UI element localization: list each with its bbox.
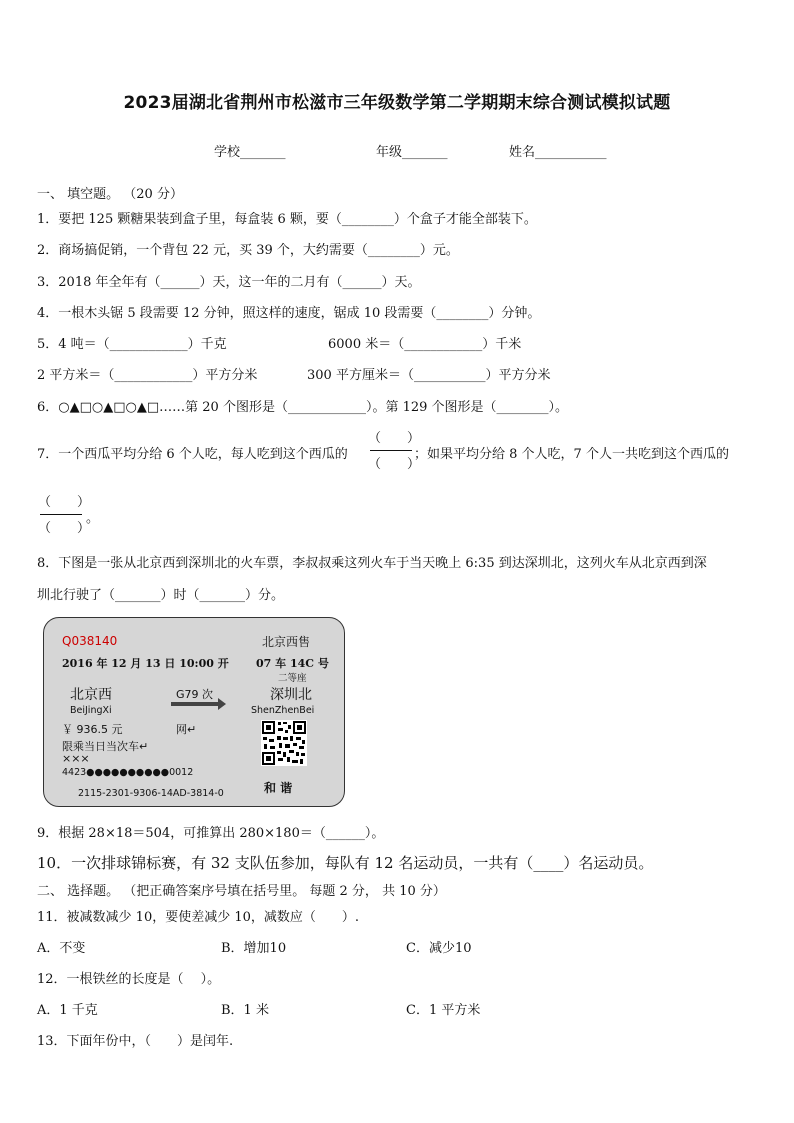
question-4: 4．一根木头锯 5 段需要 12 分钟，照这样的速度，锯成 10 段需要（________）分钟。 — [37, 306, 541, 321]
ticket-datetime: 2016 年 12 月 13 日 10:00 开 — [62, 657, 229, 670]
question-2: 2．商场搞促销，一个背包 22 元，买 39 个，大约需要（________）元。 — [37, 243, 459, 258]
ticket-id: 4423●●●●●●●●●●0012 — [62, 767, 194, 778]
ticket-to-pinyin: ShenZhenBei — [251, 705, 315, 716]
ticket-slogan: 和 谐 — [264, 781, 293, 795]
question-9: 9．根据 28×18＝504，可推算出 280×180＝（______）。 — [37, 826, 385, 841]
question-12: 12．一根铁丝的长度是（ ）。 — [37, 972, 221, 987]
grade-field: 年级_______ — [376, 145, 448, 160]
fraction-blank-1 — [368, 427, 421, 473]
ticket-train: G79 次 — [176, 688, 214, 701]
q12-option-c: C．1 平方米 — [406, 1003, 481, 1018]
ticket-holder: ××× — [62, 752, 90, 765]
ticket-seat: 07 车 14C 号 — [256, 657, 329, 670]
question-1: 1．要把 125 颗糖果装到盒子里，每盒装 6 颗，要（________）个盒子才能全部装下。 — [37, 212, 537, 227]
q11-option-c: C．减少10 — [406, 941, 472, 956]
fraction-numerator: （ ） — [38, 495, 91, 510]
ticket-class: 二等座 — [278, 673, 307, 684]
question-5a: 5．4 吨＝（____________）千克 — [37, 337, 227, 352]
ticket-code: Q038140 — [62, 634, 118, 648]
school-field: 学校_______ — [214, 145, 286, 160]
question-13: 13．下面年份中，（ ）是闰年. — [37, 1034, 234, 1049]
question-7-part2: ；如果平均分给 8 个人吃，7 个人一共吃到这个西瓜的 — [414, 447, 729, 462]
ticket-arrow-icon — [171, 702, 219, 706]
question-7-part1: 7．一个西瓜平均分给 6 个人吃，每人吃到这个西瓜的 — [37, 447, 348, 462]
question-5b: 6000 米＝（____________）千米 — [328, 337, 522, 352]
q12-option-b: B．1 米 — [221, 1003, 269, 1018]
ticket-price: ￥ 936.5 元 — [62, 723, 123, 736]
question-11: 11．被减数减少 10，要使差减少 10，减数应（ ）. — [37, 910, 360, 925]
ticket-from: 北京西 — [70, 687, 112, 703]
fraction-denominator: （ ） — [38, 521, 91, 536]
question-3: 3．2018 年全年有（______）天，这一年的二月有（______）天。 — [37, 275, 421, 290]
q11-option-a: A．不变 — [37, 941, 86, 956]
question-8-line1: 8．下图是一张从北京西到深圳北的火车票，李叔叔乘这列火车于当天晚上 6:35 到达深圳北，这列火车从北京西到深 — [37, 556, 707, 571]
ticket-to: 深圳北 — [270, 687, 312, 703]
fraction-denominator: （ ） — [368, 457, 421, 472]
ticket-office: 北京西售 — [262, 635, 311, 649]
question-5d: 300 平方厘米＝（___________）平方分米 — [307, 368, 551, 383]
question-7-end: 。 — [86, 511, 100, 526]
page-title: 2023届湖北省荆州市松滋市三年级数学第二学期期末综合测试模拟试题 — [123, 93, 671, 113]
question-10: 10．一次排球锦标赛，有 32 支队伍参加，每队有 12 名运动员，一共有（____）名运动员。 — [37, 854, 654, 872]
fraction-blank-2 — [38, 491, 91, 537]
ticket-from-pinyin: BeiJingXi — [70, 705, 112, 716]
question-8-line2: 圳北行驶了（_______）时（_______）分。 — [37, 588, 285, 603]
q11-option-b: B．增加10 — [221, 941, 287, 956]
ticket-net: 网↵ — [176, 723, 197, 736]
section-heading-choice: 二、 选择题。 （把正确答案序号填在括号里。 每题 2 分， 共 10 分） — [37, 884, 446, 899]
qr-code-icon — [261, 720, 307, 766]
question-6: 6．○▲□○▲□○▲□……第 20 个图形是（____________）。第 129 个图形是（________）。 — [37, 400, 569, 415]
question-5c: 2 平方米＝（____________）平方分米 — [37, 368, 258, 383]
section-heading-fill: 一、 填空题。 （20 分） — [37, 187, 183, 202]
ticket-limit: 限乘当日当次车↵ — [62, 740, 149, 753]
fraction-numerator: （ ） — [368, 431, 421, 446]
fraction-line — [40, 514, 82, 515]
q12-option-a: A．1 千克 — [37, 1003, 98, 1018]
name-field: 姓名___________ — [509, 145, 607, 160]
fraction-line — [370, 450, 412, 451]
train-ticket — [43, 617, 345, 807]
ticket-serial: 2115-2301-9306-14AD-3814-0 — [78, 788, 224, 799]
